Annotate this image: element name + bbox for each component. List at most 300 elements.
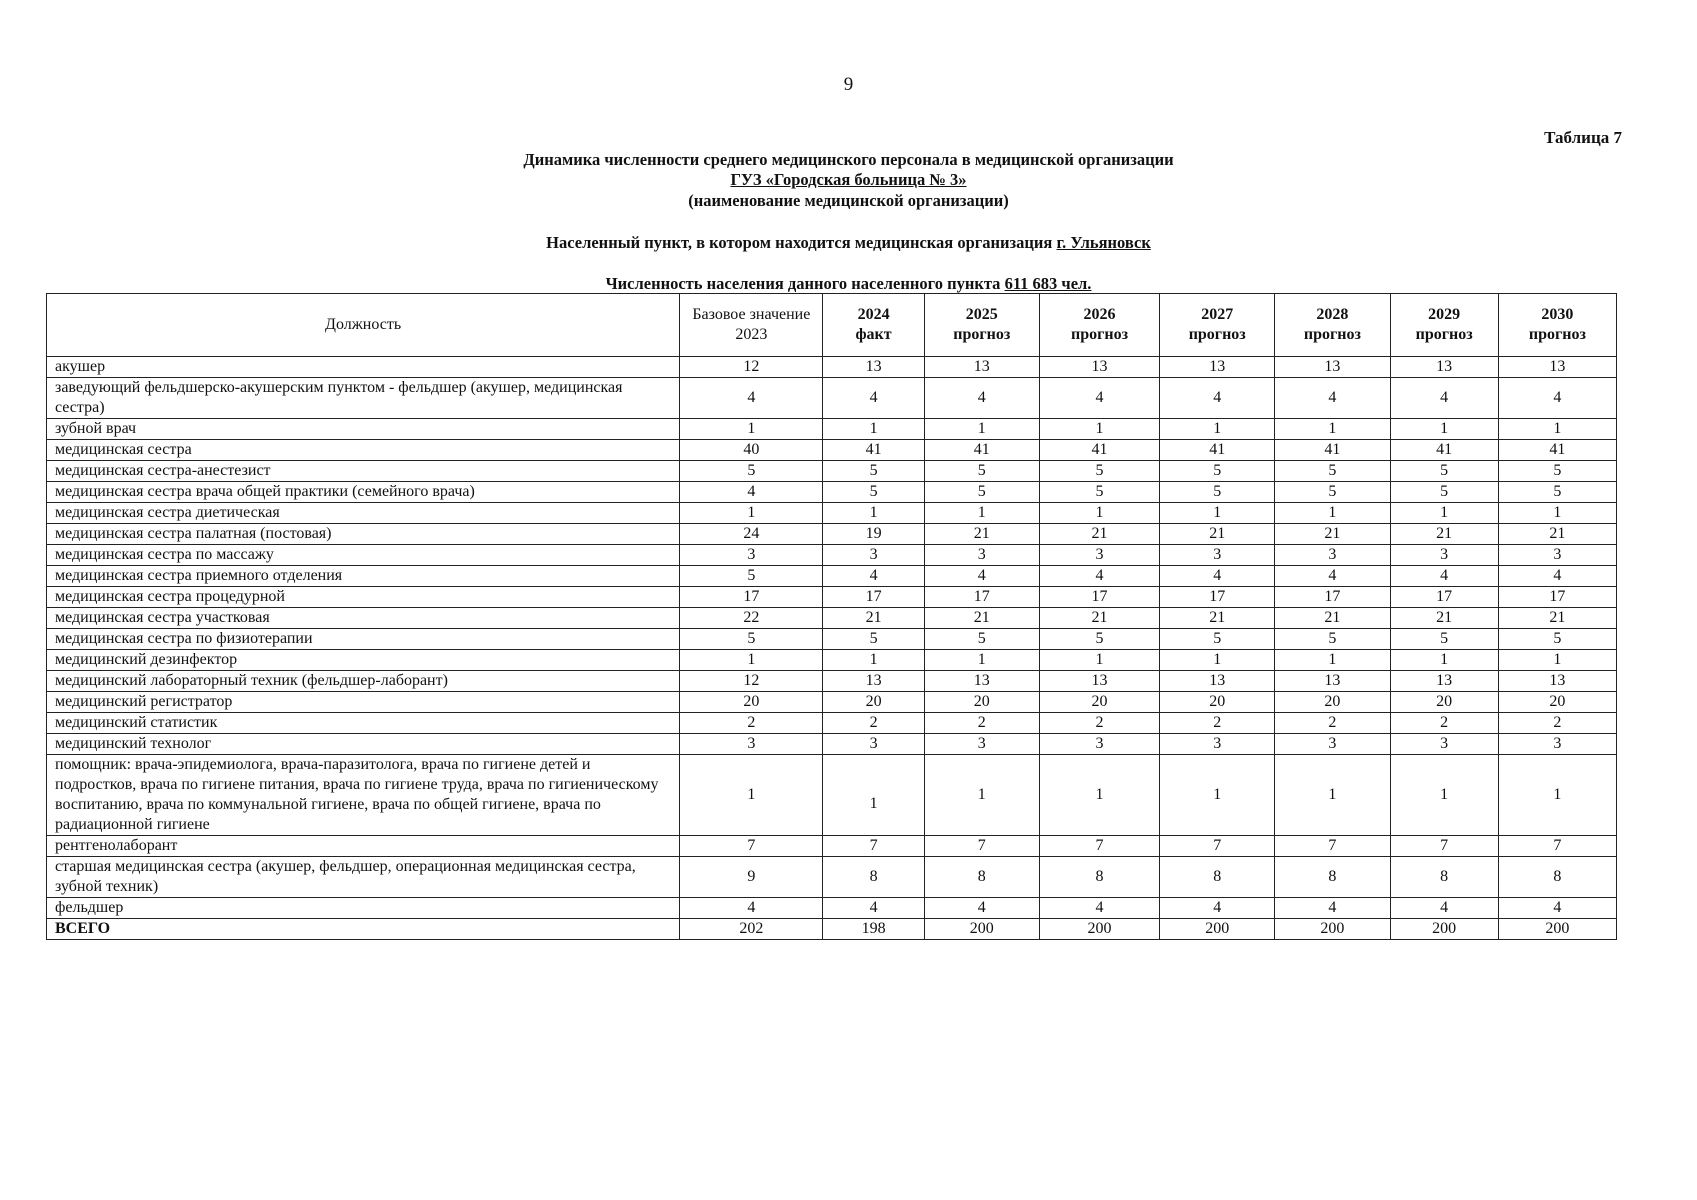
table-row bbox=[47, 836, 1617, 857]
value-cell bbox=[924, 524, 1039, 545]
value-cell bbox=[1160, 650, 1275, 671]
value-text: 17 bbox=[973, 588, 990, 605]
value-text: 13 bbox=[1091, 672, 1108, 689]
value-cell bbox=[1498, 898, 1616, 919]
value-text: 1 bbox=[1328, 651, 1337, 668]
value-cell bbox=[1498, 440, 1616, 461]
value-cell bbox=[1039, 503, 1159, 524]
value-text: 17 bbox=[1091, 588, 1108, 605]
value-cell bbox=[924, 482, 1039, 503]
value-text: 3 bbox=[869, 546, 878, 563]
value-text: 1 bbox=[1553, 786, 1562, 803]
value-cell bbox=[1390, 566, 1498, 587]
value-text: 22 bbox=[743, 609, 760, 626]
value-text: 200 bbox=[1087, 920, 1112, 937]
value-text: 1 bbox=[1440, 504, 1449, 521]
column-header-year: 2027 bbox=[1201, 306, 1234, 323]
value-text: 13 bbox=[1549, 358, 1566, 375]
value-text: 5 bbox=[977, 630, 986, 647]
value-cell bbox=[1039, 545, 1159, 566]
value-text: 20 bbox=[1091, 693, 1108, 710]
value-text: 13 bbox=[865, 358, 882, 375]
position-cell: медицинская сестра по физиотерапии bbox=[47, 629, 680, 650]
value-text: 4 bbox=[1440, 567, 1449, 584]
value-cell bbox=[1275, 608, 1390, 629]
value-cell bbox=[1498, 671, 1616, 692]
value-text: 20 bbox=[1209, 693, 1226, 710]
value-cell bbox=[1160, 713, 1275, 734]
value-text: 41 bbox=[1549, 441, 1566, 458]
value-text: 8 bbox=[1213, 868, 1222, 885]
value-text: 4 bbox=[977, 389, 986, 406]
value-cell bbox=[924, 919, 1039, 940]
value-cell bbox=[1498, 378, 1616, 419]
value-cell bbox=[924, 378, 1039, 419]
value-text: 13 bbox=[1436, 358, 1453, 375]
value-cell bbox=[1390, 482, 1498, 503]
table-row bbox=[47, 629, 1617, 650]
value-text: 19 bbox=[865, 525, 882, 542]
value-text: 7 bbox=[1553, 837, 1562, 854]
value-text: 4 bbox=[869, 389, 878, 406]
value-text: 5 bbox=[747, 567, 756, 584]
value-cell bbox=[1498, 503, 1616, 524]
value-cell bbox=[823, 566, 924, 587]
value-cell bbox=[1275, 755, 1390, 836]
value-text: 4 bbox=[1328, 389, 1337, 406]
organization-caption: (наименование медицинской организации) bbox=[688, 191, 1009, 210]
value-text: 1 bbox=[1440, 420, 1449, 437]
value-text: 21 bbox=[1209, 609, 1226, 626]
value-text: 13 bbox=[865, 672, 882, 689]
value-text: 2 bbox=[747, 714, 756, 731]
value-cell bbox=[1039, 608, 1159, 629]
value-cell bbox=[823, 692, 924, 713]
value-cell bbox=[1039, 857, 1159, 898]
value-text: 21 bbox=[1436, 525, 1453, 542]
value-cell bbox=[680, 419, 823, 440]
page-number: 9 bbox=[843, 74, 854, 95]
value-text: 4 bbox=[977, 899, 986, 916]
locality-label: Населенный пункт, в котором находится медицинская организация bbox=[546, 233, 1053, 252]
value-text: 9 bbox=[747, 868, 756, 885]
value-text: 4 bbox=[1553, 567, 1562, 584]
value-text: 5 bbox=[1553, 462, 1562, 479]
position-cell: медицинская сестра палатная (постовая) bbox=[47, 524, 680, 545]
value-cell bbox=[1160, 755, 1275, 836]
value-text: 21 bbox=[1549, 525, 1566, 542]
value-text: 1 bbox=[869, 420, 878, 437]
value-text: 13 bbox=[973, 672, 990, 689]
value-cell bbox=[1039, 461, 1159, 482]
value-text: 200 bbox=[1432, 920, 1457, 937]
value-cell bbox=[1390, 524, 1498, 545]
table-row bbox=[47, 587, 1617, 608]
value-text: 7 bbox=[869, 837, 878, 854]
value-text: 21 bbox=[973, 609, 990, 626]
table-row bbox=[47, 440, 1617, 461]
value-cell bbox=[1275, 503, 1390, 524]
column-header-2026 bbox=[1039, 294, 1159, 357]
value-cell bbox=[1039, 566, 1159, 587]
position-cell: акушер bbox=[47, 357, 680, 378]
value-cell bbox=[1498, 692, 1616, 713]
value-text: 4 bbox=[1213, 389, 1222, 406]
value-text: 5 bbox=[1440, 462, 1449, 479]
value-cell bbox=[1498, 482, 1616, 503]
value-text: 4 bbox=[869, 567, 878, 584]
value-text: 5 bbox=[1213, 483, 1222, 500]
table-row bbox=[47, 650, 1617, 671]
value-cell bbox=[680, 629, 823, 650]
value-cell bbox=[823, 650, 924, 671]
value-text: 1 bbox=[1328, 420, 1337, 437]
value-cell bbox=[1275, 919, 1390, 940]
value-cell bbox=[823, 524, 924, 545]
value-cell bbox=[1160, 587, 1275, 608]
position-cell: медицинская сестра по массажу bbox=[47, 545, 680, 566]
value-cell bbox=[1039, 919, 1159, 940]
position-cell: медицинская сестра приемного отделения bbox=[47, 566, 680, 587]
value-text: 2 bbox=[869, 714, 878, 731]
value-text: 21 bbox=[1549, 609, 1566, 626]
value-cell bbox=[1275, 524, 1390, 545]
column-header-2028 bbox=[1275, 294, 1390, 357]
value-cell bbox=[1390, 587, 1498, 608]
value-text: 5 bbox=[747, 462, 756, 479]
value-cell bbox=[1390, 440, 1498, 461]
value-cell bbox=[1275, 440, 1390, 461]
position-cell: медицинский регистратор bbox=[47, 692, 680, 713]
value-cell bbox=[1160, 545, 1275, 566]
value-text: 3 bbox=[1095, 546, 1104, 563]
column-header-sub: прогноз bbox=[1188, 326, 1246, 343]
value-cell bbox=[1039, 734, 1159, 755]
column-header-sub: прогноз bbox=[953, 326, 1011, 343]
value-text: 1 bbox=[977, 651, 986, 668]
value-cell bbox=[823, 482, 924, 503]
value-cell bbox=[1390, 836, 1498, 857]
value-cell bbox=[924, 650, 1039, 671]
value-cell bbox=[1498, 755, 1616, 836]
value-cell bbox=[1275, 566, 1390, 587]
value-text: 20 bbox=[1436, 693, 1453, 710]
value-cell bbox=[1275, 587, 1390, 608]
column-header-year: 2030 bbox=[1541, 306, 1574, 323]
value-cell bbox=[1498, 713, 1616, 734]
value-cell bbox=[1160, 857, 1275, 898]
value-cell bbox=[1498, 545, 1616, 566]
value-cell bbox=[924, 755, 1039, 836]
value-cell bbox=[823, 440, 924, 461]
value-cell bbox=[1275, 378, 1390, 419]
position-cell: старшая медицинская сестра (акушер, фельдшер, операционная медицинская сестра, зубной техник) bbox=[47, 857, 680, 898]
table-total-row bbox=[47, 919, 1617, 940]
value-text: 21 bbox=[1324, 609, 1341, 626]
value-cell bbox=[1390, 503, 1498, 524]
value-cell bbox=[1390, 857, 1498, 898]
value-cell bbox=[823, 836, 924, 857]
value-text: 21 bbox=[973, 525, 990, 542]
value-text: 4 bbox=[1213, 567, 1222, 584]
value-cell bbox=[680, 524, 823, 545]
value-cell bbox=[1498, 629, 1616, 650]
value-text: 4 bbox=[977, 567, 986, 584]
value-cell bbox=[1498, 566, 1616, 587]
value-text: 5 bbox=[1095, 483, 1104, 500]
value-text: 1 bbox=[1095, 786, 1104, 803]
value-cell bbox=[823, 357, 924, 378]
value-cell bbox=[823, 919, 924, 940]
value-cell bbox=[680, 503, 823, 524]
table-row bbox=[47, 378, 1617, 419]
value-text: 41 bbox=[865, 441, 882, 458]
value-cell bbox=[680, 566, 823, 587]
value-text: 200 bbox=[1205, 920, 1230, 937]
value-text: 1 bbox=[1213, 786, 1222, 803]
value-cell bbox=[680, 713, 823, 734]
value-cell bbox=[823, 587, 924, 608]
value-cell bbox=[680, 378, 823, 419]
value-cell bbox=[1039, 713, 1159, 734]
position-cell: медицинская сестра участковая bbox=[47, 608, 680, 629]
value-cell bbox=[1160, 898, 1275, 919]
position-cell: помощник: врача-эпидемиолога, врача-паразитолога, врача по гигиене детей и подростков, врача по гигиене питания, врача по гигиене труда, врача по гигиеническому воспитанию, врача по коммунальной гигиене, врача по общей гигиене, врача по радиационной гигиене bbox=[47, 755, 680, 836]
value-cell bbox=[680, 461, 823, 482]
table-label: Таблица 7 bbox=[1544, 128, 1622, 147]
value-cell bbox=[1039, 524, 1159, 545]
value-text: 5 bbox=[1095, 630, 1104, 647]
value-text: 8 bbox=[1553, 868, 1562, 885]
value-text: 17 bbox=[865, 588, 882, 605]
value-cell bbox=[1039, 692, 1159, 713]
value-text: 3 bbox=[869, 735, 878, 752]
value-cell bbox=[1390, 692, 1498, 713]
value-cell bbox=[1160, 378, 1275, 419]
value-text: 1 bbox=[747, 651, 756, 668]
value-cell bbox=[1275, 545, 1390, 566]
value-cell bbox=[924, 419, 1039, 440]
value-cell bbox=[680, 440, 823, 461]
value-text: 5 bbox=[1553, 630, 1562, 647]
value-text: 2 bbox=[977, 714, 986, 731]
value-text: 3 bbox=[1095, 735, 1104, 752]
value-cell bbox=[1160, 357, 1275, 378]
value-cell bbox=[823, 713, 924, 734]
value-text: 1 bbox=[977, 504, 986, 521]
table-row bbox=[47, 482, 1617, 503]
value-cell bbox=[1390, 713, 1498, 734]
value-cell bbox=[1498, 734, 1616, 755]
staff-table bbox=[46, 293, 1617, 940]
population-line bbox=[0, 274, 1697, 294]
table-body bbox=[47, 357, 1617, 940]
value-text: 4 bbox=[1553, 389, 1562, 406]
value-text: 2 bbox=[1553, 714, 1562, 731]
value-text: 200 bbox=[1545, 920, 1570, 937]
value-text: 17 bbox=[1549, 588, 1566, 605]
value-cell bbox=[1390, 461, 1498, 482]
value-text: 8 bbox=[1440, 868, 1449, 885]
value-text: 1 bbox=[1095, 504, 1104, 521]
value-text: 1 bbox=[1095, 420, 1104, 437]
table-row bbox=[47, 524, 1617, 545]
value-text: 1 bbox=[1095, 651, 1104, 668]
table-header-row bbox=[47, 294, 1617, 357]
value-cell bbox=[1390, 608, 1498, 629]
value-text: 200 bbox=[1320, 920, 1345, 937]
value-text: 12 bbox=[743, 672, 760, 689]
position-cell: ВСЕГО bbox=[47, 919, 680, 940]
value-text: 1 bbox=[1328, 786, 1337, 803]
value-text: 8 bbox=[1095, 868, 1104, 885]
position-cell: медицинский дезинфектор bbox=[47, 650, 680, 671]
value-cell bbox=[1039, 357, 1159, 378]
value-cell bbox=[1275, 857, 1390, 898]
value-text: 7 bbox=[747, 837, 756, 854]
value-cell bbox=[1275, 734, 1390, 755]
position-cell: медицинская сестра врача общей практики (семейного врача) bbox=[47, 482, 680, 503]
value-cell bbox=[1275, 461, 1390, 482]
value-text: 13 bbox=[1324, 672, 1341, 689]
value-text: 5 bbox=[1553, 483, 1562, 500]
value-cell bbox=[1498, 650, 1616, 671]
value-cell bbox=[1039, 755, 1159, 836]
value-cell bbox=[1160, 566, 1275, 587]
column-header-2027 bbox=[1160, 294, 1275, 357]
value-text: 7 bbox=[1328, 837, 1337, 854]
value-cell bbox=[1275, 713, 1390, 734]
position-cell: заведующий фельдшерско-акушерским пунктом - фельдшер (акушер, медицинская сестра) bbox=[47, 378, 680, 419]
table-row bbox=[47, 755, 1617, 836]
value-text: 21 bbox=[1091, 525, 1108, 542]
value-cell bbox=[1390, 650, 1498, 671]
value-cell bbox=[1275, 898, 1390, 919]
value-cell bbox=[823, 545, 924, 566]
value-text: 202 bbox=[739, 920, 764, 937]
value-cell bbox=[1390, 357, 1498, 378]
value-cell bbox=[680, 919, 823, 940]
column-header-sub: прогноз bbox=[1528, 326, 1586, 343]
value-cell bbox=[680, 898, 823, 919]
value-cell bbox=[1160, 919, 1275, 940]
column-header-2030 bbox=[1498, 294, 1616, 357]
column-header-sub: прогноз bbox=[1070, 326, 1128, 343]
value-cell bbox=[1390, 671, 1498, 692]
value-cell bbox=[1498, 419, 1616, 440]
value-text: 20 bbox=[743, 693, 760, 710]
position-cell: медицинский технолог bbox=[47, 734, 680, 755]
value-text: 13 bbox=[1209, 672, 1226, 689]
table-row bbox=[47, 461, 1617, 482]
value-text: 20 bbox=[865, 693, 882, 710]
value-cell bbox=[823, 734, 924, 755]
value-text: 3 bbox=[977, 546, 986, 563]
column-header-sub: факт bbox=[855, 326, 892, 343]
value-text: 4 bbox=[747, 389, 756, 406]
value-text: 17 bbox=[1209, 588, 1226, 605]
table-row bbox=[47, 545, 1617, 566]
value-cell bbox=[680, 857, 823, 898]
position-cell: медицинский статистик bbox=[47, 713, 680, 734]
value-cell bbox=[823, 461, 924, 482]
value-text: 5 bbox=[1328, 462, 1337, 479]
value-cell bbox=[924, 629, 1039, 650]
value-cell bbox=[1160, 836, 1275, 857]
value-text: 1 bbox=[1328, 504, 1337, 521]
value-cell bbox=[1498, 857, 1616, 898]
value-text: 3 bbox=[1213, 546, 1222, 563]
value-text: 4 bbox=[747, 483, 756, 500]
value-cell bbox=[1275, 419, 1390, 440]
value-text: 24 bbox=[743, 525, 760, 542]
value-text: 20 bbox=[1324, 693, 1341, 710]
value-text: 3 bbox=[747, 735, 756, 752]
value-text: 2 bbox=[1328, 714, 1337, 731]
value-cell bbox=[924, 857, 1039, 898]
value-cell bbox=[924, 587, 1039, 608]
value-cell bbox=[1390, 378, 1498, 419]
value-cell bbox=[924, 713, 1039, 734]
value-text: 1 bbox=[747, 420, 756, 437]
value-cell bbox=[1039, 650, 1159, 671]
population-value: 611 683 чел. bbox=[1004, 274, 1092, 293]
value-cell bbox=[1039, 671, 1159, 692]
value-text: 5 bbox=[1095, 462, 1104, 479]
value-text: 41 bbox=[973, 441, 990, 458]
value-cell bbox=[1160, 734, 1275, 755]
value-text: 1 bbox=[1440, 651, 1449, 668]
value-cell bbox=[1275, 692, 1390, 713]
value-text: 41 bbox=[1436, 441, 1453, 458]
value-text: 3 bbox=[747, 546, 756, 563]
table-row bbox=[47, 566, 1617, 587]
value-text: 4 bbox=[1440, 389, 1449, 406]
value-text: 3 bbox=[1553, 546, 1562, 563]
population-label: Численность населения данного населенного пункта bbox=[605, 274, 1001, 293]
value-cell bbox=[1498, 608, 1616, 629]
value-cell bbox=[823, 671, 924, 692]
value-text: 4 bbox=[1095, 389, 1104, 406]
value-cell bbox=[680, 545, 823, 566]
value-text: 1 bbox=[1213, 651, 1222, 668]
value-cell bbox=[680, 692, 823, 713]
locality-line bbox=[0, 233, 1697, 253]
value-cell bbox=[1390, 755, 1498, 836]
value-text: 21 bbox=[1091, 609, 1108, 626]
position-cell: фельдшер bbox=[47, 898, 680, 919]
column-header-base: Базовое значение 2023 bbox=[680, 294, 823, 357]
table-row bbox=[47, 734, 1617, 755]
value-cell bbox=[1039, 440, 1159, 461]
value-text: 8 bbox=[869, 868, 878, 885]
value-cell bbox=[680, 734, 823, 755]
value-cell bbox=[1039, 836, 1159, 857]
value-text: 1 bbox=[869, 651, 878, 668]
value-cell bbox=[680, 608, 823, 629]
value-text: 13 bbox=[1549, 672, 1566, 689]
value-text: 1 bbox=[1440, 786, 1449, 803]
value-cell bbox=[924, 671, 1039, 692]
value-text: 17 bbox=[1436, 588, 1453, 605]
value-text: 1 bbox=[977, 786, 986, 803]
value-cell bbox=[1039, 898, 1159, 919]
value-text: 13 bbox=[1209, 358, 1226, 375]
value-text: 3 bbox=[1213, 735, 1222, 752]
value-cell bbox=[1390, 545, 1498, 566]
value-text: 13 bbox=[1436, 672, 1453, 689]
column-header-sub: прогноз bbox=[1303, 326, 1361, 343]
